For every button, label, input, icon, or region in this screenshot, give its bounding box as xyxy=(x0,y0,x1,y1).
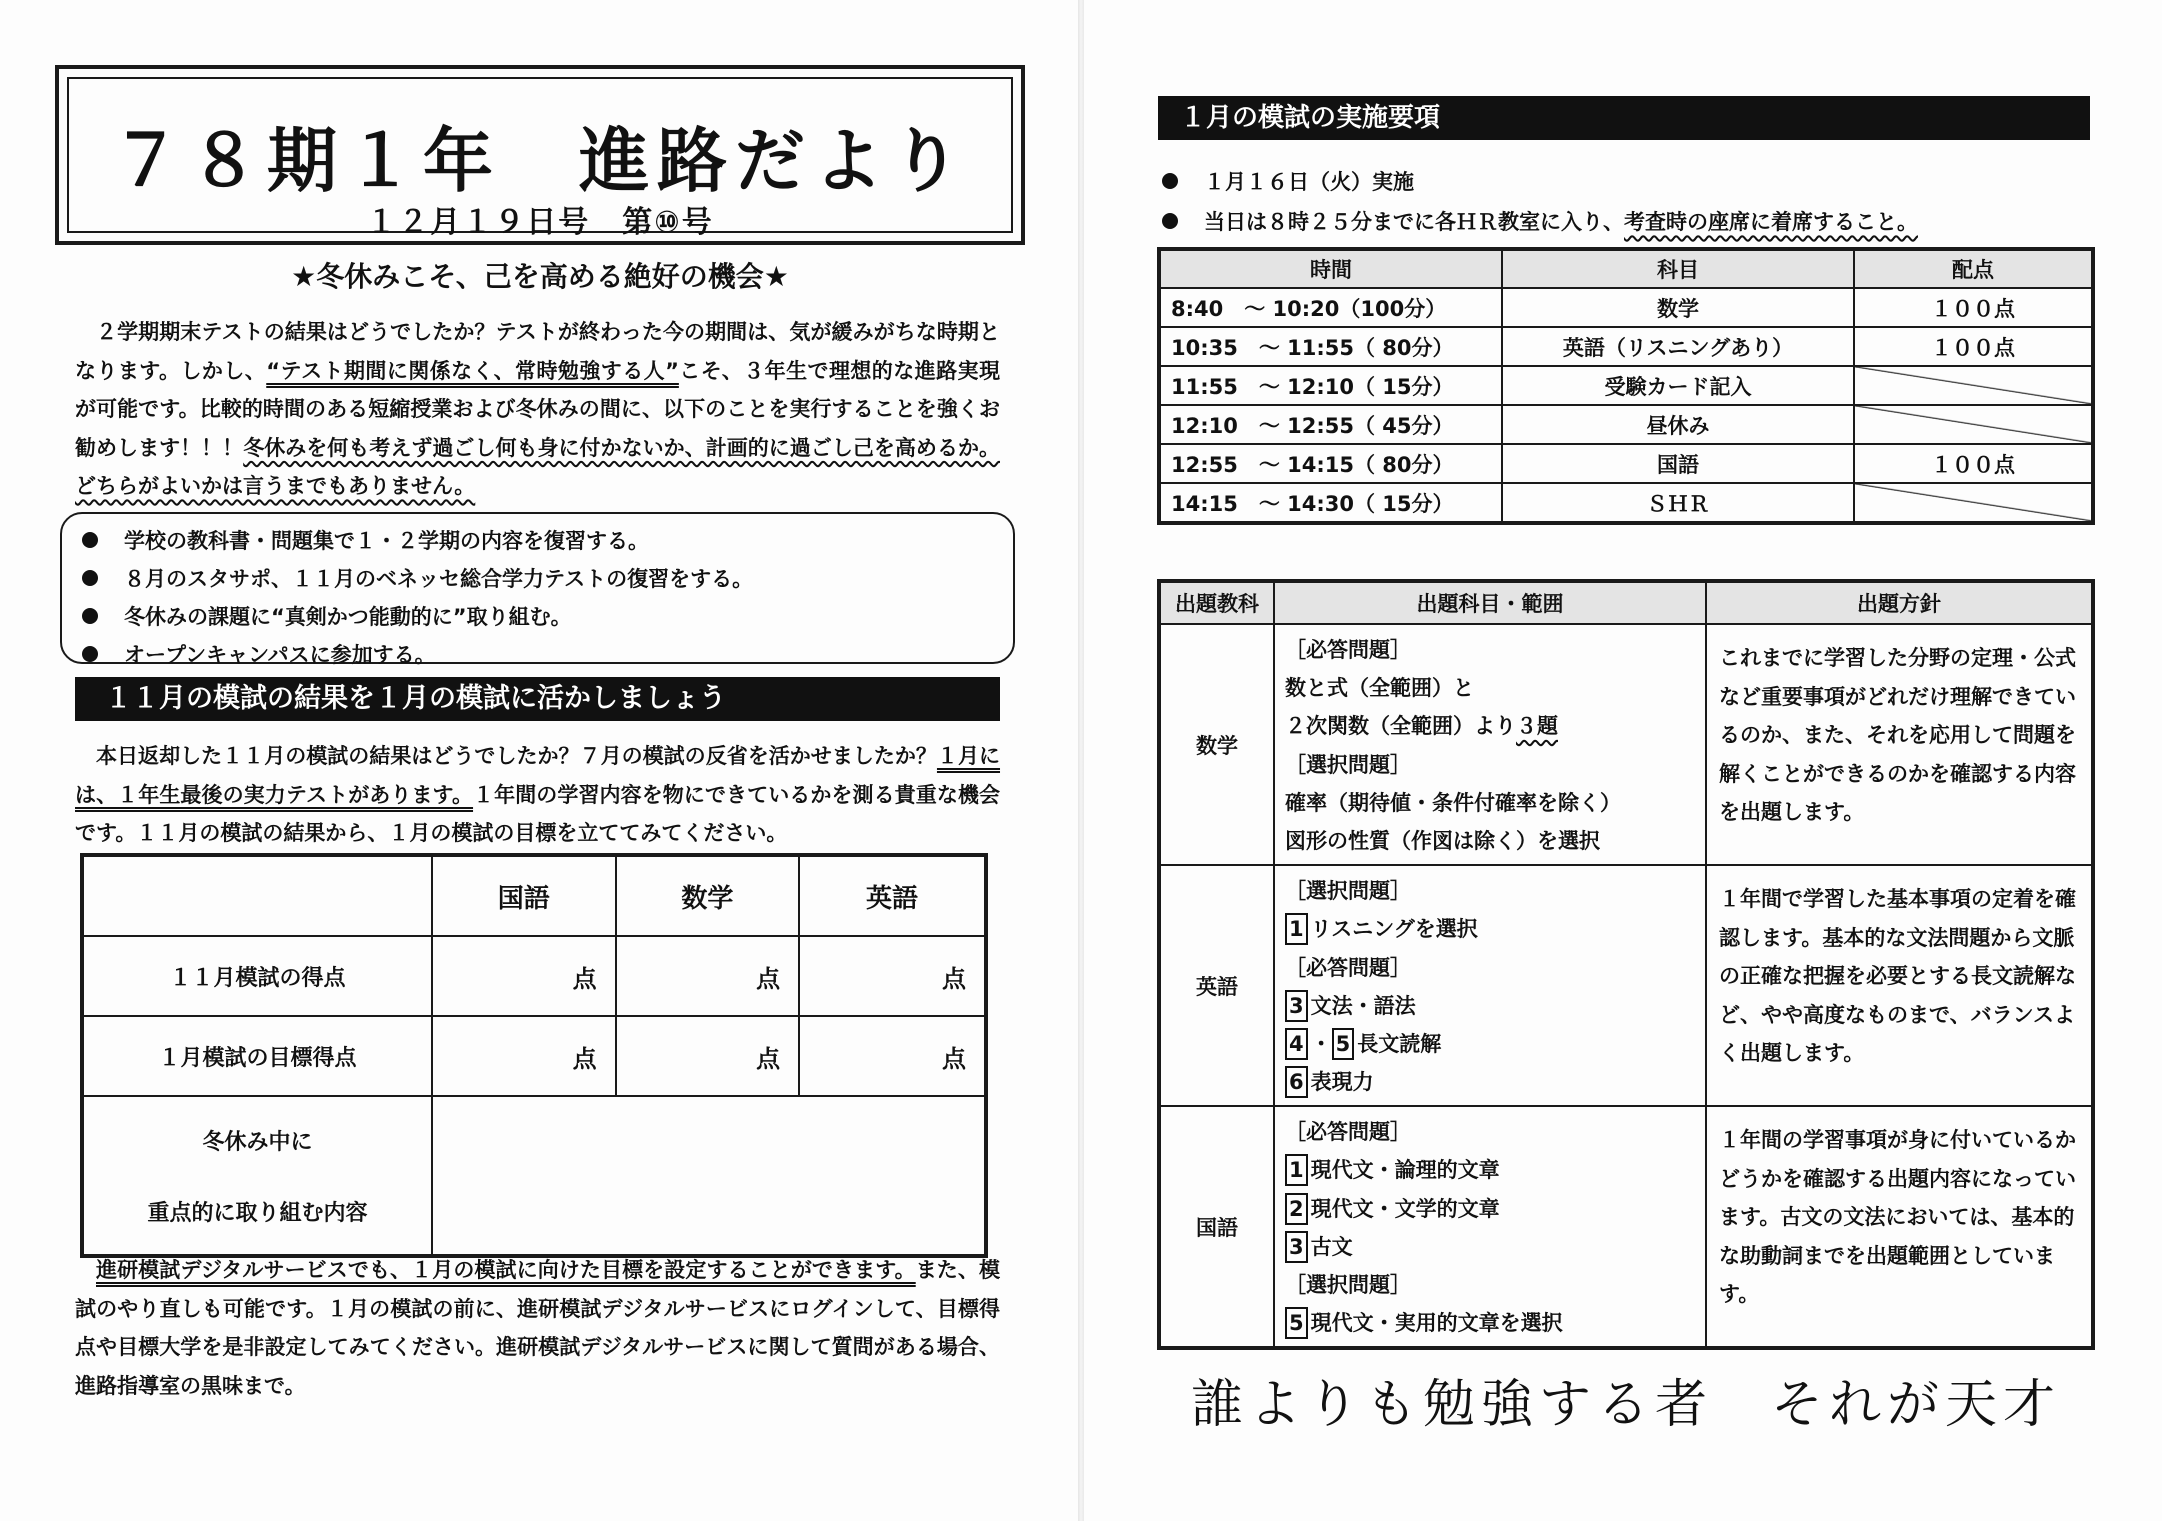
subject-cell: 昼休み xyxy=(1502,405,1854,444)
list-item: ８月のスタサポ、１１月のベネッセ総合学力テストの復習をする。 xyxy=(82,560,1013,598)
time-cell: 8:40 ～ 10:20（100分） xyxy=(1159,288,1502,327)
issue-date: １２月１９日号 第⑩号 xyxy=(366,205,714,240)
points-cell-empty xyxy=(1854,405,2093,444)
newsletter-title: ７８期１年 進路だより xyxy=(111,120,969,202)
action-list xyxy=(60,512,1015,667)
column-header: 時間 xyxy=(1159,249,1502,288)
subject-cell: 英語（リスニングあり） xyxy=(1502,327,1854,366)
bullet-icon xyxy=(1162,213,1178,229)
subject-cell: ＳＨＲ xyxy=(1502,483,1854,523)
scope-japanese: ［必答問題］ 1 現代文・論理的文章 2 現代文・文学的文章 3 古文 ［選択問題］ 5 現代文・実用的文章を選択 xyxy=(1274,1106,1706,1348)
section-banner-exam-details: １月の模試の実施要項 xyxy=(1158,96,2090,140)
policy-english: １年間で学習した基本事項の定着を確認します。基本的な文法問題から文脈の正確な把握を必要とする長文読解など、やや高度なものまで、バランスよく出題します。 xyxy=(1706,865,2093,1106)
bullet-icon xyxy=(82,532,98,548)
bullet-icon xyxy=(82,646,98,662)
table-row xyxy=(1159,865,2093,1106)
time-cell: 12:55 ～ 14:15（ 80分） xyxy=(1159,444,1502,483)
list-item: １月１６日（火）実施 xyxy=(1162,166,1414,196)
row-label: １１月模試の得点 xyxy=(82,936,432,1016)
mock-results-paragraph: 本日返却した１１月の模試の結果はどうでしたか？７月の模試の反省を活かせましたか？１月には、１年生最後の実力テストがあります。１年間の学習内容を物にできているかを測る貴重な機会です。１１月の模試の結果から、１月の模試の目標を立ててみてください。 xyxy=(75,744,1001,845)
exam-schedule-table xyxy=(1157,247,2095,525)
score-cell: 点 xyxy=(432,936,616,1016)
subject-cell: 受験カード記入 xyxy=(1502,366,1854,405)
policy-math: これまでに学習した分野の定理・公式など重要事項がどれだけ理解できているのか、また、それを応用して問題を解くことができるのかを確認する内容を出題します。 xyxy=(1706,624,2093,865)
points-cell: １００点 xyxy=(1854,444,2093,483)
time-cell: 14:15 ～ 14:30（ 15分） xyxy=(1159,483,1502,523)
section-banner-mock-results: １１月の模試の結果を１月の模試に活かしましょう xyxy=(75,677,1000,721)
time-cell: 11:55 ～ 12:10（ 15分） xyxy=(1159,366,1502,405)
table-row xyxy=(1159,624,2093,865)
scope-english: ［選択問題］ 1 リスニングを選択 ［必答問題］ 3 文法・語法 4 ・ 5 長文読解 6 表現力 xyxy=(1274,865,1706,1106)
points-cell: １００点 xyxy=(1854,288,2093,327)
subject-english: 英語 xyxy=(1159,865,1274,1106)
list-item: 冬休みの課題に“真剣かつ能動的に”取り組む。 xyxy=(82,598,1013,636)
table-row xyxy=(1159,444,2093,483)
table-row xyxy=(1159,327,2093,366)
subject-cell: 国語 xyxy=(1502,444,1854,483)
column-header: 出題方針 xyxy=(1706,581,2093,624)
headline: ★冬休みこそ、己を高める絶好の機会★ xyxy=(291,260,789,293)
row-label: １月模試の目標得点 xyxy=(82,1016,432,1096)
table-row xyxy=(82,936,986,1016)
column-header: 出題科目・範囲 xyxy=(1274,581,1706,624)
column-header: 国語 xyxy=(432,855,616,936)
list-item: 学校の教科書・問題集で１・２学期の内容を復習する。 xyxy=(82,522,1013,560)
column-header: 科目 xyxy=(1502,249,1854,288)
score-cell: 点 xyxy=(799,1016,986,1096)
score-goal-table xyxy=(80,853,988,1258)
points-cell-empty xyxy=(1854,366,2093,405)
table-row xyxy=(1159,288,2093,327)
scope-math: ［必答問題］ 数と式（全範囲）と ２次関数（全範囲）より３題 ［選択問題］ 確率（期待値・条件付確率を除く） 図形の性質（作図は除く）を選択 xyxy=(1274,624,1706,865)
list-item: オープンキャンパスに参加する。 xyxy=(82,636,1013,674)
score-cell: 点 xyxy=(432,1016,616,1096)
points-cell: １００点 xyxy=(1854,327,2093,366)
score-cell: 点 xyxy=(616,1016,800,1096)
bullet-icon xyxy=(82,608,98,624)
list-item: 当日は８時２５分までに各ＨＲ教室に入り、考査時の座席に着席すること。 xyxy=(1162,206,1918,236)
subject-cell: 数学 xyxy=(1502,288,1854,327)
subject-japanese: 国語 xyxy=(1159,1106,1274,1348)
closing-paragraph: 進研模試デジタルサービスでも、１月の模試に向けた目標を設定することができます。また、模試のやり直しも可能です。１月の模試の前に、進研模試デジタルサービスにログインして、目標得点や目標大学を是非設定してみてください。進研模試デジタルサービスに関して質問がある場合、進路指導室の黒味まで。 xyxy=(75,1258,1000,1398)
bullet-icon xyxy=(82,570,98,586)
table-row xyxy=(1159,405,2093,444)
table-row xyxy=(82,1096,986,1256)
score-cell: 点 xyxy=(799,936,986,1016)
column-header: 出題教科 xyxy=(1159,581,1274,624)
title-box xyxy=(55,65,1025,245)
subject-math: 数学 xyxy=(1159,624,1274,865)
table-row xyxy=(1159,1106,2093,1348)
intro-paragraph: ２学期期末テストの結果はどうでしたか？テストが終わった今の期間は、気が緩みがちな時期となります。しかし、“テスト期間に関係なく、常時勉強する人”こそ、３年生で理想的な進路実現が可能です。比較的時間のある短縮授業および冬休みの間に、以下のことを実行することを強くお勧めします！！！冬休みを何も考えず過ごし何も身に付かないか、計画的に過ごし己を高めるか。どちらがよいかは言うまでもありません。 xyxy=(75,320,1000,498)
bullet-icon xyxy=(1162,173,1178,189)
time-cell: 10:35 ～ 11:55（ 80分） xyxy=(1159,327,1502,366)
table-row xyxy=(1159,366,2093,405)
table-row xyxy=(82,1016,986,1096)
score-cell: 点 xyxy=(616,936,800,1016)
row-label-focus: 冬休み中に 重点的に取り組む内容 xyxy=(82,1096,432,1256)
column-header: 英語 xyxy=(799,855,986,936)
exam-scope-table xyxy=(1157,579,2095,1350)
column-header: 数学 xyxy=(616,855,800,936)
table-row xyxy=(1159,483,2093,523)
column-header: 配点 xyxy=(1854,249,2093,288)
time-cell: 12:10 ～ 12:55（ 45分） xyxy=(1159,405,1502,444)
points-cell-empty xyxy=(1854,483,2093,523)
policy-japanese: １年間の学習事項が身に付いているかどうかを確認する出題内容になっています。古文の文法においては、基本的な助動詞までを出題範囲としています。 xyxy=(1706,1106,2093,1348)
focus-content-cell xyxy=(432,1096,986,1256)
table-corner xyxy=(82,855,432,936)
motto: 誰よりも勉強する者 それが天才 xyxy=(1190,1375,2061,1435)
